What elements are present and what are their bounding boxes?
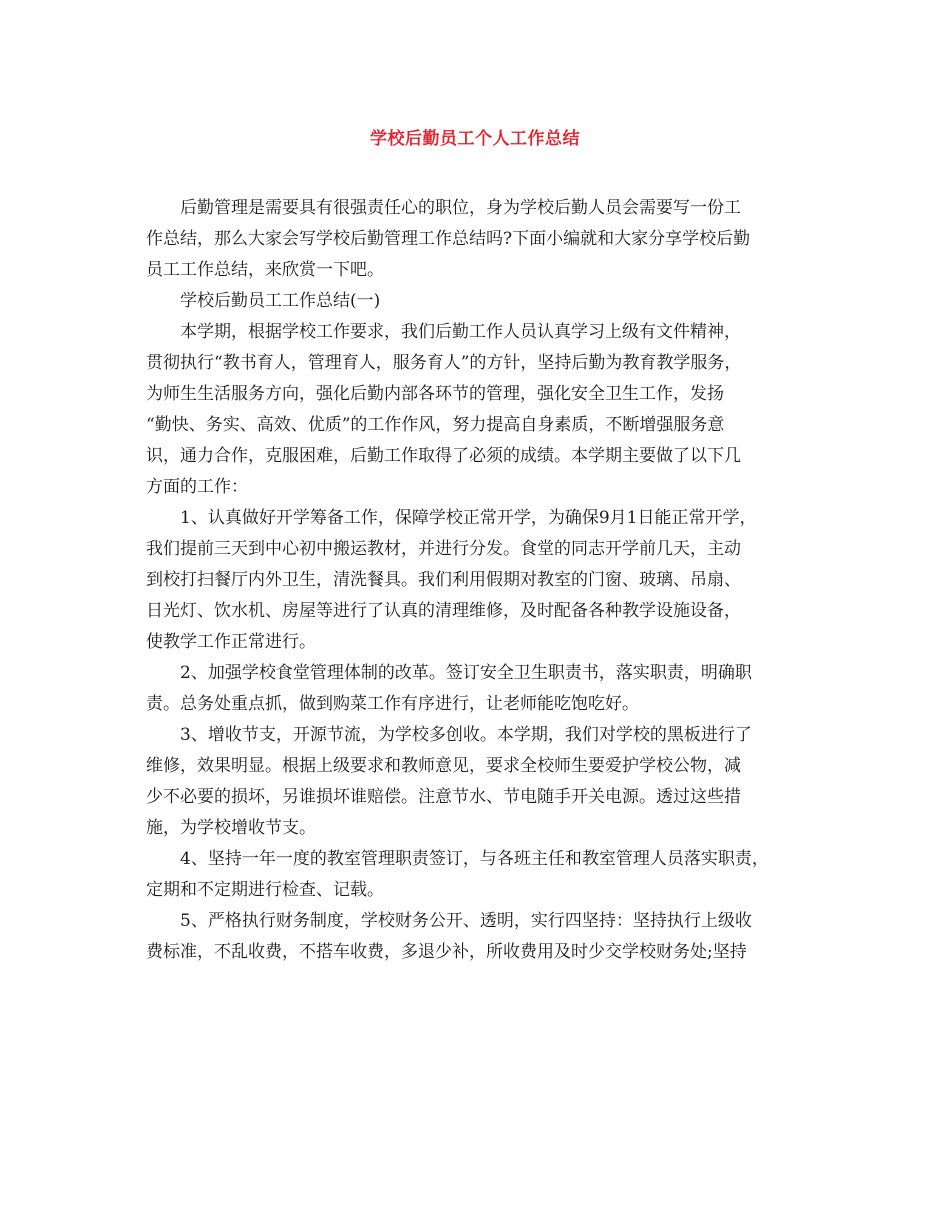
body-text-line: 方面的工作： <box>146 477 248 497</box>
body-text-line: 本学期，根据学校工作要求，我们后勤工作人员认真学习上级有文件精神， <box>180 322 741 342</box>
body-text-line: 作总结，那么大家会写学校后勤管理工作总结吗?下面小编就和大家分享学校后勤 <box>146 229 751 249</box>
body-text-line: 4、坚持一年一度的教室管理职责签订，与各班主任和教室管理人员落实职责， <box>180 849 769 869</box>
body-text-line: 识，通力合作，克服困难，后勤工作取得了必须的成绩。本学期主要做了以下几 <box>146 446 741 466</box>
body-text-line: 贯彻执行“教书育人，管理育人，服务育人”的方针，坚持后勤为教育教学服务， <box>146 353 742 373</box>
body-text-line: 我们提前三天到中心初中搬运教材，并进行分发。食堂的同志开学前几天，主动 <box>146 539 741 559</box>
body-text-line: 学校后勤员工工作总结(一) <box>180 291 381 311</box>
body-text-line: 责。总务处重点抓，做到购菜工作有序进行，让老师能吃饱吃好。 <box>146 694 639 714</box>
body-text-line: “勤快、务实、高效、优质”的工作作风，努力提高自身素质，不断增强服务意 <box>146 415 725 435</box>
body-text-line: 使教学工作正常进行。 <box>146 632 316 652</box>
body-text-line: 1、认真做好开学筹备工作，保障学校正常开学，为确保9月1日能正常开学， <box>180 508 757 528</box>
body-text-line: 5、严格执行财务制度，学校财务公开、透明，实行四坚持：坚持执行上级收 <box>180 911 752 931</box>
body-text-line: 维修，效果明显。根据上级要求和教师意见，要求全校师生要爱护学校公物，减 <box>146 756 741 776</box>
body-text-line: 日光灯、饮水机、房屋等进行了认真的清理维修，及时配备各种教学设施设备， <box>146 601 741 621</box>
body-text-line: 费标准，不乱收费，不搭车收费，多退少补，所收费用及时少交学校财务处;坚持 <box>146 942 747 962</box>
document-title: 学校后勤员工个人工作总结 <box>370 129 580 149</box>
body-text-line: 2、加强学校食堂管理体制的改革。签订安全卫生职责书，落实职责，明确职 <box>180 663 752 683</box>
body-text-line: 定期和不定期进行检查、记载。 <box>146 880 384 900</box>
document-body <box>146 193 810 968</box>
body-text-line: 为师生生活服务方向，强化后勤内部各环节的管理，强化安全卫生工作，发扬 <box>146 384 724 404</box>
body-text-line: 少不必要的损坏，另谁损坏谁赔偿。注意节水、节电随手开关电源。透过这些措 <box>146 787 741 807</box>
body-text-line: 3、增收节支，开源节流，为学校多创收。本学期，我们对学校的黑板进行了 <box>180 725 752 745</box>
body-text-line: 后勤管理是需要具有很强责任心的职位，身为学校后勤人员会需要写一份工 <box>180 198 741 218</box>
body-text-line: 施，为学校增收节支。 <box>146 818 316 838</box>
body-text-line: 到校打扫餐厅内外卫生，清洗餐具。我们利用假期对教室的门窗、玻璃、吊扇、 <box>146 570 741 590</box>
body-text-line: 员工工作总结，来欣赏一下吧。 <box>146 260 384 280</box>
